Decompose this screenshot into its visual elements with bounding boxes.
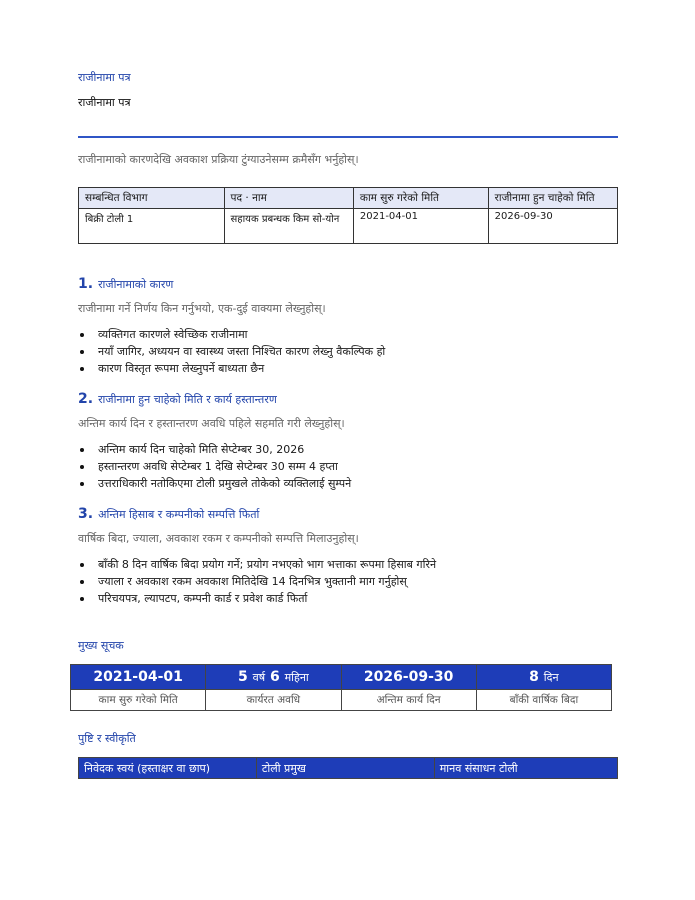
list-item: व्यक्तिगत कारणले स्वेच्छिक राजीनामा — [78, 326, 618, 343]
section-1-heading — [78, 276, 618, 292]
section-3-list — [78, 556, 618, 607]
info-header-start-date: काम सुरु गरेको मिति — [353, 188, 488, 209]
signature-cell-hr: मानव संसाधन टोली — [434, 758, 617, 779]
metrics-title: मुख्य सूचक — [78, 639, 124, 652]
metric-last-day-value — [341, 665, 476, 690]
metric-value: 5 — [237, 669, 248, 685]
metric-start-date-value — [71, 665, 206, 690]
list-item: बाँकी 8 दिन वार्षिक बिदा प्रयोग गर्ने; प्रयोग नभएको भाग भत्ताका रूपमा हिसाब गरिने — [78, 556, 618, 573]
metric-leave-value — [476, 665, 611, 690]
section-3-number: 3. — [78, 506, 94, 522]
info-table — [78, 187, 618, 244]
metric-start-date-label: काम सुरु गरेको मिति — [71, 690, 206, 711]
signature-title: पुष्टि र स्वीकृति — [78, 732, 136, 745]
signature-table — [78, 757, 618, 779]
info-table-row — [79, 209, 618, 244]
signature-row — [79, 758, 618, 779]
signature-cell-team-lead: टोली प्रमुख — [256, 758, 434, 779]
section-3-title: अन्तिम हिसाब र कम्पनीको सम्पत्ति फिर्ता — [98, 508, 260, 521]
section-1-list — [78, 326, 618, 377]
document-title: राजीनामा पत्र — [78, 96, 131, 109]
intro-text: राजीनामाको कारणदेखि अवकाश प्रक्रिया टुंग्याउनेसम्म क्रमैसँग भर्नुहोस्। — [78, 153, 359, 166]
signature-cell-applicant: निवेदक स्वयं (हस्ताक्षर वा छाप) — [79, 758, 257, 779]
info-cell-start-date: 2021-04-01 — [353, 209, 488, 244]
section-1-number: 1. — [78, 276, 94, 292]
metric-value: 6 — [269, 669, 280, 685]
list-item: नयाँ जागिर, अध्ययन वा स्वास्थ्य जस्ता निश्चित कारण लेख्नु वैकल्पिक हो — [78, 343, 618, 360]
section-1-description: राजीनामा गर्ने निर्णय किन गर्नुभयो, एक-दुई वाक्यमा लेख्नुहोस्। — [78, 302, 326, 315]
list-item: ज्याला र अवकाश रकम अवकाश मितिदेखि 14 दिनभित्र भुक्तानी माग गर्नुहोस् — [78, 573, 618, 590]
section-3-description: वार्षिक बिदा, ज्याला, अवकाश रकम र कम्पनीको सम्पत्ति मिलाउनुहोस्। — [78, 532, 359, 545]
info-table-header-row — [79, 188, 618, 209]
metric-unit: दिन — [543, 671, 559, 684]
list-item: उत्तराधिकारी नतोकिएमा टोली प्रमुखले तोकेको व्यक्तिलाई सुम्पने — [78, 475, 618, 492]
list-item: अन्तिम कार्य दिन चाहेको मिति सेप्टेम्बर 30, 2026 — [78, 441, 618, 458]
metric-value: 2026-09-30 — [363, 669, 454, 685]
metric-leave-label: बाँकी वार्षिक बिदा — [476, 690, 611, 711]
metric-tenure-label: कार्यरत अवधि — [206, 690, 341, 711]
document-page — [78, 70, 618, 607]
section-2-heading — [78, 391, 618, 407]
section-2-list — [78, 441, 618, 492]
info-cell-department: बिक्री टोली 1 — [79, 209, 225, 244]
metrics-value-row — [71, 665, 612, 690]
section-2-description: अन्तिम कार्य दिन र हस्तान्तरण अवधि पहिले सहमति गरी लेख्नुहोस्। — [78, 417, 345, 430]
document-eyebrow: राजीनामा पत्र — [78, 71, 131, 84]
info-cell-position: सहायक प्रबन्धक किम सो-योन — [224, 209, 353, 244]
metric-unit: वर्ष — [252, 671, 266, 684]
list-item: हस्तान्तरण अवधि सेप्टेम्बर 1 देखि सेप्टेम्बर 30 सम्म 4 हप्ता — [78, 458, 618, 475]
metric-value: 8 — [529, 669, 539, 685]
section-3-heading — [78, 506, 618, 522]
list-item: परिचयपत्र, ल्यापटप, कम्पनी कार्ड र प्रवेश कार्ड फिर्ता — [78, 590, 618, 607]
section-2-number: 2. — [78, 391, 94, 407]
divider-rule — [78, 136, 618, 138]
metric-last-day-label: अन्तिम कार्य दिन — [341, 690, 476, 711]
info-header-position: पद · नाम — [224, 188, 353, 209]
metric-unit: महिना — [284, 671, 309, 684]
info-header-department: सम्बन्धित विभाग — [79, 188, 225, 209]
info-header-resign-date: राजीनामा हुन चाहेको मिति — [488, 188, 617, 209]
metrics-label-row — [71, 690, 612, 711]
metrics-table — [70, 664, 612, 711]
metric-value: 2021-04-01 — [93, 669, 183, 685]
metric-tenure-value — [206, 665, 341, 690]
list-item: कारण विस्तृत रूपमा लेख्नुपर्ने बाध्यता छैन — [78, 360, 618, 377]
info-cell-resign-date: 2026-09-30 — [488, 209, 617, 244]
section-1-title: राजीनामाको कारण — [98, 278, 174, 291]
section-2-title: राजीनामा हुन चाहेको मिति र कार्य हस्तान्तरण — [98, 393, 277, 406]
